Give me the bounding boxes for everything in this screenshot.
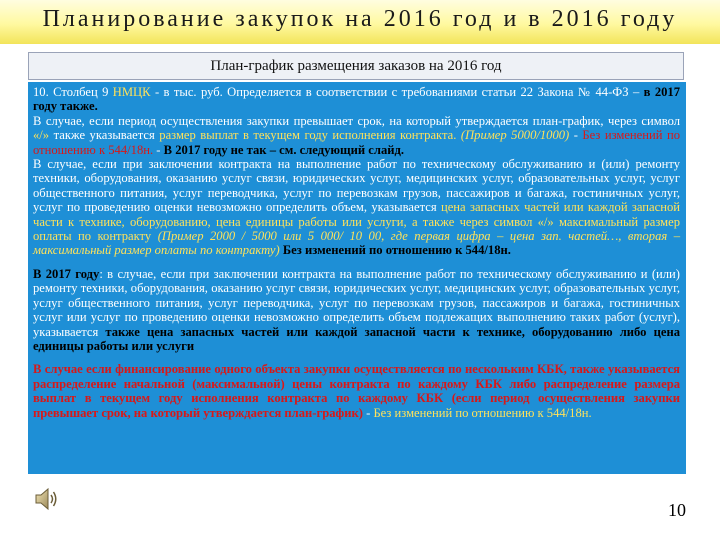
text-segment: - [569,128,583,143]
text-segment: - в тыс. руб. Определяется в соответствии с требованиями статьи 22 Закона № 44-ФЗ – [150,85,644,99]
subtitle-box [28,52,684,80]
text-segment: - [362,405,374,420]
highlight-spare-parts: цена запасных частей или каждой запасной части к технике, оборудованию, цена единицы работы или услуги, а также через символ «/» максимальный размер оплаты по контракту [33,200,680,244]
content-box [28,82,686,474]
kbk-financing-note: В случае если финансирование одного объекта закупки осуществляется по нескольким КБК, также указывается распределение начальной (максимальной) цены контракта по каждому КБК либо распределение размера выплат в текущем году исполнения контракта по каждому КБК (если период осуществления закупки превышает срок, на который утверждается план-график) [33,362,680,420]
example-text: (Пример 2000 / 5000 или 5 000/ 10 00, где первая цифра – цена зап. частей…, вторая – максимальный размер оплаты по контракту) [33,229,680,258]
keyword-nmck: НМЦК [112,85,151,99]
emphasis-spare-parts: также цена запасных частей или каждой запасной части к технике, оборудованию либо цена единицы работы или услуги [33,324,680,353]
page-number: 10 [668,500,686,520]
no-change-note: Без изменений по отношению к 544/18н. [33,128,680,157]
emphasis-2017: в 2017 году также. [33,85,681,114]
no-change-note: Без изменений по отношению к 544/18н. [373,405,592,420]
slide-title: Планирование закупок на 2016 год и в 2016 году [42,6,678,32]
year-2017-heading: В 2017 году [33,266,100,281]
no-change-note-bold: Без изменений по отношению к 544/18н. [282,243,511,258]
text-segment: 10. Столбец 9 [33,85,113,99]
example-text: (Пример 5000/1000) [460,128,570,143]
symbol-slash: «/» [33,128,50,143]
text-segment: : в случае, если при заключении контракта на выполнение работ по техническому обслуживанию и (или) ремонту техники, оборудования, оказанию услуг связи, юридических услуг, медицинских услуг, образовательных услуг, услуг общественного питания, услуг переводчика, услуг по перевозкам грузов, пассажиров и багажа, гостиничных услуг или услуг по проведению оценки невозможно определить объем подлежащих выполнению таких работ (услуг), указывается [33,266,680,339]
text-segment: В случае, если период осуществления закупки превышает срок, на который утверждается план-график, через символ [33,113,680,128]
text-segment: - [153,142,164,157]
highlight-payments: размер выплат в текущем году исполнения контракта. [159,128,457,143]
paragraph-2 [33,267,680,353]
paragraph-1 [33,85,680,258]
paragraph-3 [33,362,680,420]
see-next-slide-note: В 2017 году не так – см. следующий слайд. [163,142,405,157]
text-segment: В случае, если при заключении контракта на выполнение работ по техническому обслуживанию и (или) ремонту техники, оборудования, оказанию услуг связи, юридических услуг, медицинских услуг, образовательных услуг, услуг общественного питания, услуг переводчика, услуг по перевозкам грузов, пассажиров и багажа, гостиничных услуг, услуг по проведению оценки невозможно определить объем, указывается [33,157,680,215]
speaker-icon-graphic [32,486,62,512]
text-segment: также указывается [49,128,160,143]
slide-subtitle: План-график размещения заказов на 2016 год [210,58,502,74]
speaker-icon[interactable] [32,486,62,512]
title-bar [0,0,720,44]
